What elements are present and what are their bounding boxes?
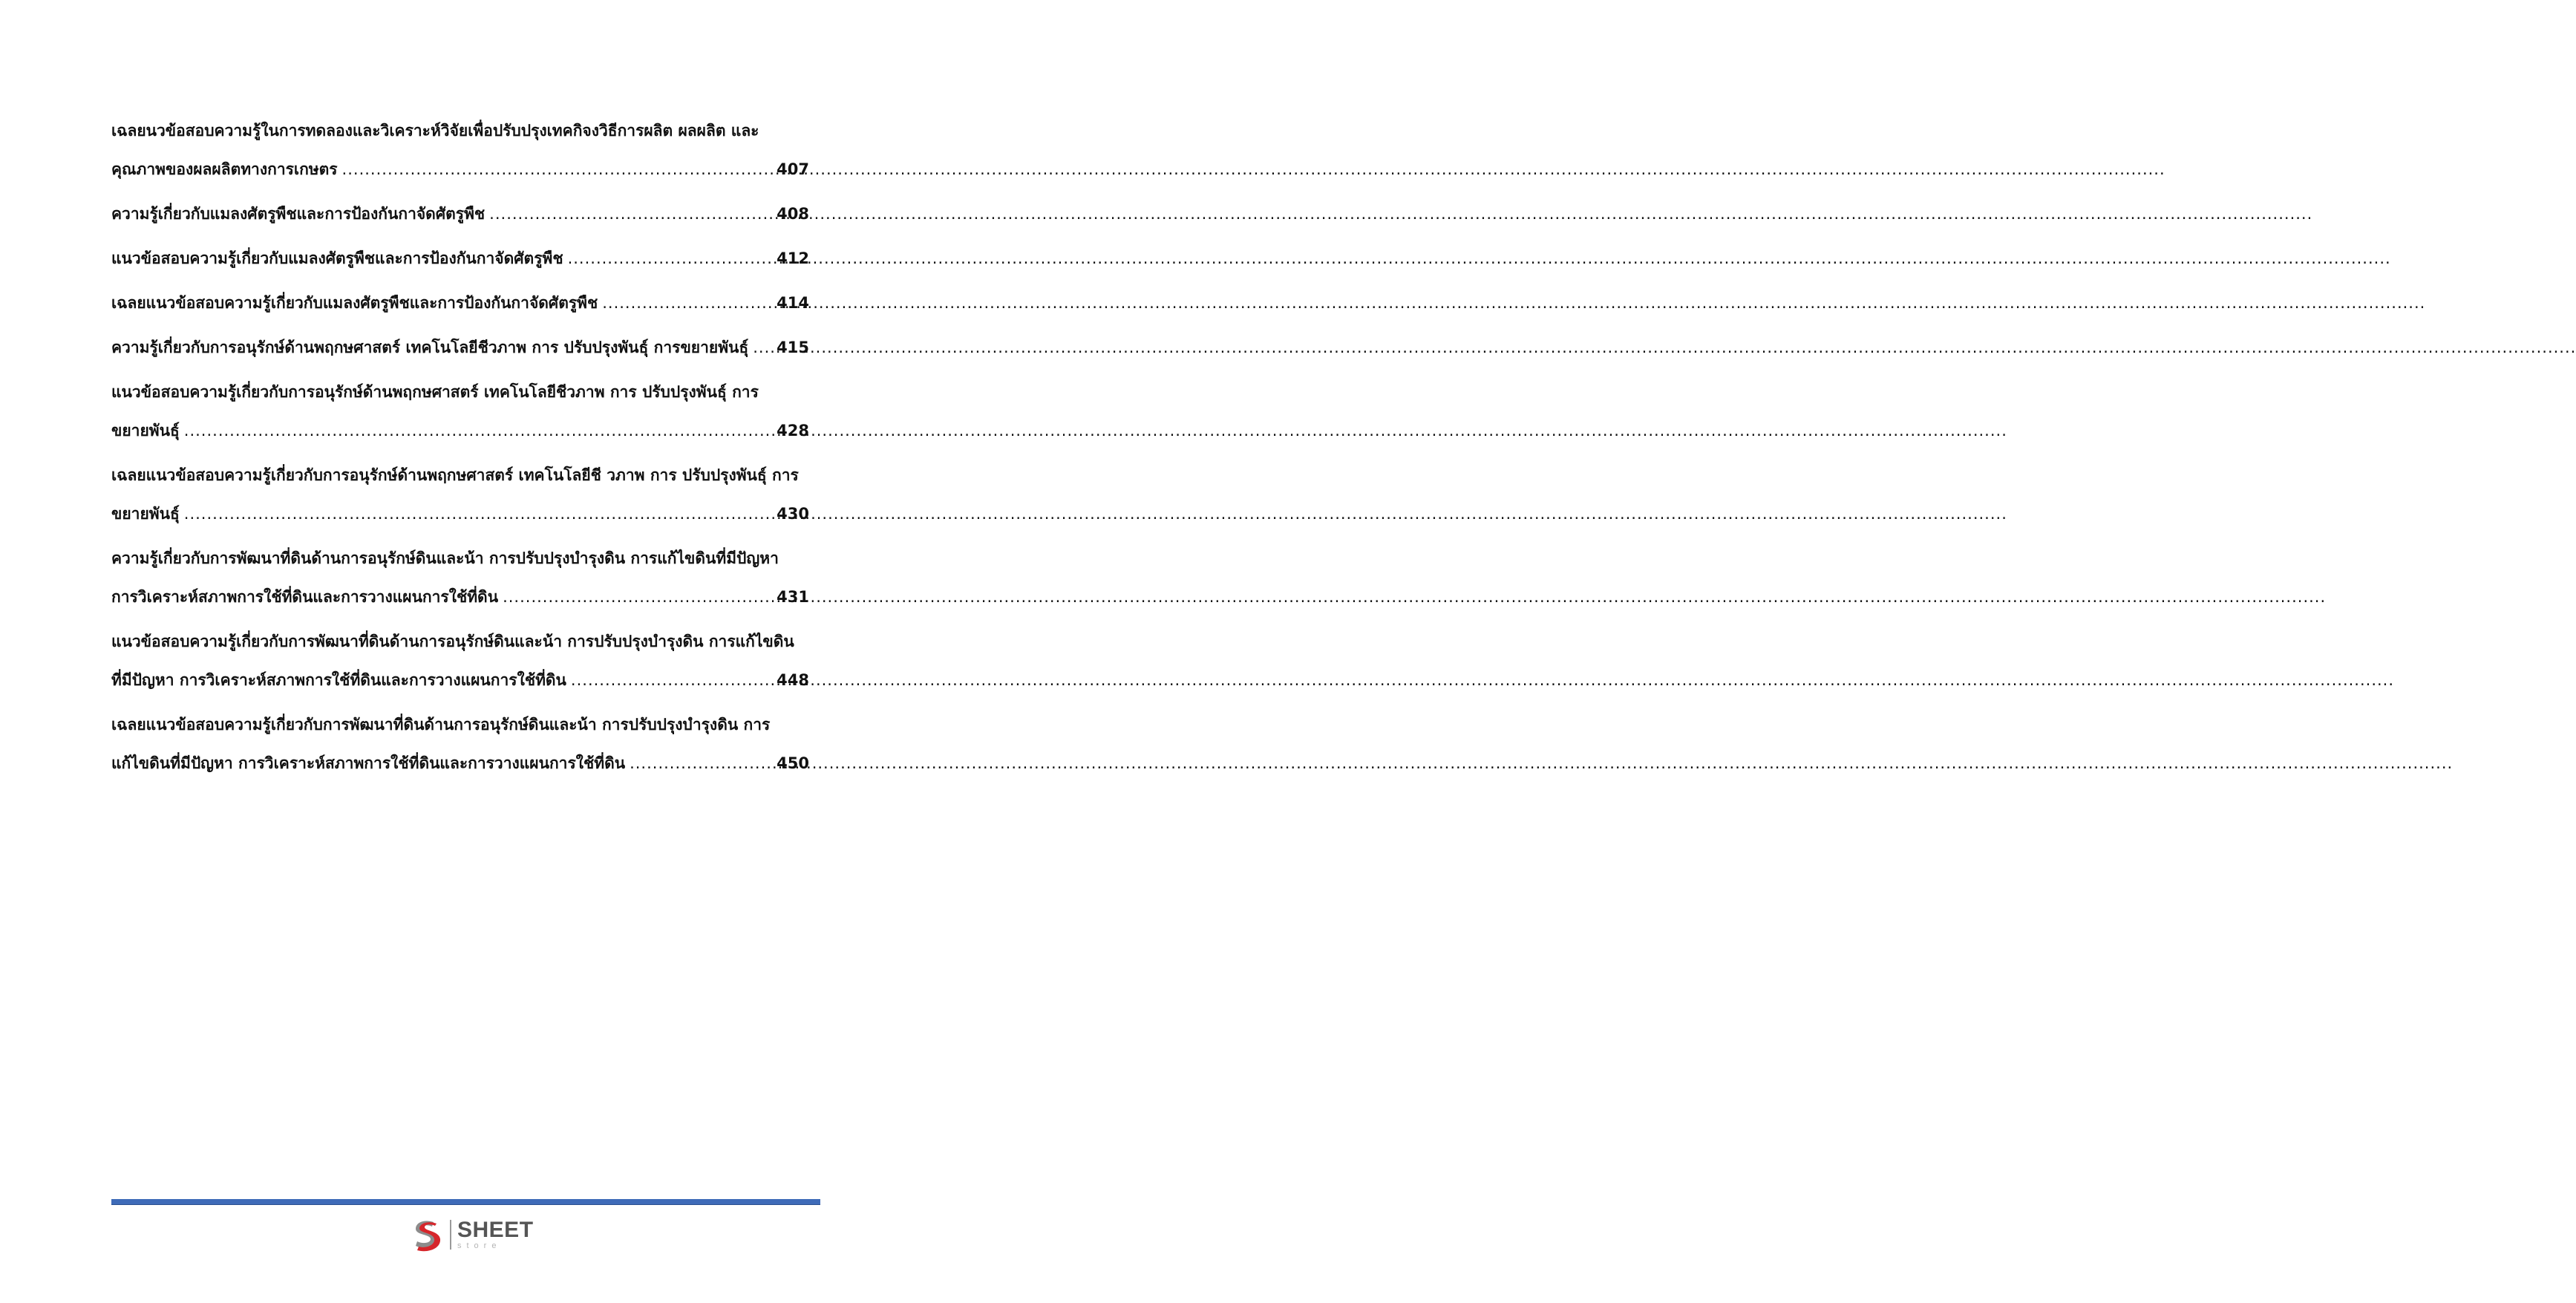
toc-dot-leader bbox=[568, 239, 773, 278]
toc-entry-last-line bbox=[111, 411, 809, 450]
toc-entry[interactable] bbox=[111, 111, 809, 189]
toc-page-number: 415 bbox=[777, 339, 809, 356]
toc-entry-line bbox=[111, 622, 809, 661]
toc-dot-leader bbox=[571, 661, 772, 699]
sheet-store-logo bbox=[408, 1214, 542, 1255]
toc-entry-title: คุณภาพของผลผลิตทางการเกษตร bbox=[111, 160, 338, 178]
toc-dot-leader bbox=[753, 328, 772, 367]
logo-divider bbox=[450, 1220, 451, 1250]
toc-entry-title: ขยายพันธุ์ bbox=[111, 422, 180, 440]
toc-page-number: 408 bbox=[777, 205, 809, 223]
toc-entry-last-line bbox=[111, 284, 809, 322]
toc-entry-last-line bbox=[111, 150, 809, 189]
toc-page-number: 450 bbox=[777, 754, 809, 772]
toc-entry-title: ขยายพันธุ์ bbox=[111, 505, 180, 523]
toc-dot-leader bbox=[184, 411, 772, 450]
footer-rule bbox=[111, 1199, 820, 1204]
toc-entry-last-line bbox=[111, 195, 809, 233]
toc-entry-title: ความรู้เกี่ยวกับการพัฒนาที่ดินด้านการอนุรักษ์ดินและน้า การปรับปรุงบำรุงดิน การแก้ไขดินที่มีปัญหา bbox=[111, 549, 779, 567]
toc-entry-title: เฉลยแนวข้อสอบความรู้เกี่ยวกับแมลงศัตรูพืชและการป้องกันกาจัดศัตรูพืช bbox=[111, 294, 598, 312]
toc-entry[interactable] bbox=[111, 705, 809, 783]
toc-entry-last-line bbox=[111, 744, 809, 783]
toc-entry-title: แนวข้อสอบความรู้เกี่ยวกับแมลงศัตรูพืชและการป้องกันกาจัดศัตรูพืช bbox=[111, 249, 563, 267]
toc-dot-leader bbox=[184, 494, 772, 533]
toc-entry[interactable] bbox=[111, 373, 809, 450]
toc-dot-leader bbox=[602, 284, 772, 322]
toc-entry-title: ความรู้เกี่ยวกับการอนุรักษ์ด้านพฤกษศาสตร์ เทคโนโลยีชีวภาพ การ ปรับปรุงพันธุ์ การขยายพันธุ์ bbox=[111, 339, 749, 356]
toc-entry[interactable] bbox=[111, 239, 809, 278]
toc-entry-last-line bbox=[111, 239, 809, 278]
toc-entry[interactable] bbox=[111, 195, 809, 233]
toc-entry-title: แนวข้อสอบความรู้เกี่ยวกับการอนุรักษ์ด้านพฤกษศาสตร์ เทคโนโลยีชีวภาพ การ ปรับปรุงพันธุ์ การ bbox=[111, 383, 759, 401]
toc-entry[interactable] bbox=[111, 539, 809, 616]
sheet-store-s-logo-icon bbox=[408, 1216, 445, 1253]
toc-entry-title: เฉลยนวข้อสอบความรู้ในการทดลองและวิเคราะห์วิจัยเพื่อปรับปรุงเทคกิจงวิธีการผลิต ผลผลิต และ bbox=[111, 122, 759, 140]
toc-entry-line bbox=[111, 705, 809, 744]
toc-page-number: 431 bbox=[777, 588, 809, 606]
toc-page-number: 448 bbox=[777, 671, 809, 689]
toc-entry-last-line bbox=[111, 328, 809, 367]
toc-page-number: 430 bbox=[777, 505, 809, 523]
toc-entry-last-line bbox=[111, 494, 809, 533]
toc-entry-title: แก้ไขดินที่มีปัญหา การวิเคราะห์สภาพการใช้ที่ดินและการวางแผนการใช้ที่ดิน bbox=[111, 754, 626, 772]
logo-text bbox=[457, 1219, 534, 1250]
toc-entry-title: ความรู้เกี่ยวกับแมลงศัตรูพืชและการป้องกันกาจัดศัตรูพืช bbox=[111, 205, 486, 223]
toc-page-number: 428 bbox=[777, 422, 809, 440]
logo-sub: store bbox=[457, 1241, 502, 1250]
toc-entry-title: การวิเคราะห์สภาพการใช้ที่ดินและการวางแผนการใช้ที่ดิน bbox=[111, 588, 499, 606]
toc-entry-last-line bbox=[111, 578, 809, 616]
toc-dot-leader bbox=[342, 150, 773, 189]
logo-word: SHEET bbox=[457, 1218, 534, 1242]
toc-entry-line bbox=[111, 456, 809, 494]
toc-entry[interactable] bbox=[111, 622, 809, 699]
toc-entry[interactable] bbox=[111, 456, 809, 533]
toc-entry-title: เฉลยแนวข้อสอบความรู้เกี่ยวกับการอนุรักษ์ด้านพฤกษศาสตร์ เทคโนโลยีชี วภาพ การ ปรับปรุงพันธุ์ การ bbox=[111, 466, 799, 484]
toc-page-number: 407 bbox=[777, 160, 809, 178]
toc-page-number: 412 bbox=[777, 249, 809, 267]
toc-dot-leader bbox=[503, 578, 772, 616]
toc-dot-leader bbox=[630, 744, 772, 783]
toc-entry-line bbox=[111, 373, 809, 411]
toc-page-number: 414 bbox=[777, 294, 809, 312]
toc-dot-leader bbox=[489, 195, 772, 233]
table-of-contents bbox=[111, 111, 809, 788]
toc-entry-title: ที่มีปัญหา การวิเคราะห์สภาพการใช้ที่ดินและการวางแผนการใช้ที่ดิน bbox=[111, 671, 566, 689]
toc-entry[interactable] bbox=[111, 328, 809, 367]
toc-entry[interactable] bbox=[111, 284, 809, 322]
toc-entry-title: เฉลยแนวข้อสอบความรู้เกี่ยวกับการพัฒนาที่ดินด้านการอนุรักษ์ดินและน้า การปรับปรุงบำรุงดิน การ bbox=[111, 716, 771, 734]
toc-entry-line bbox=[111, 539, 809, 578]
toc-entry-last-line bbox=[111, 661, 809, 699]
toc-entry-title: แนวข้อสอบความรู้เกี่ยวกับการพัฒนาที่ดินด้านการอนุรักษ์ดินและน้า การปรับปรุงบำรุงดิน การแก้ไขดิน bbox=[111, 633, 794, 650]
toc-entry-line bbox=[111, 111, 809, 150]
